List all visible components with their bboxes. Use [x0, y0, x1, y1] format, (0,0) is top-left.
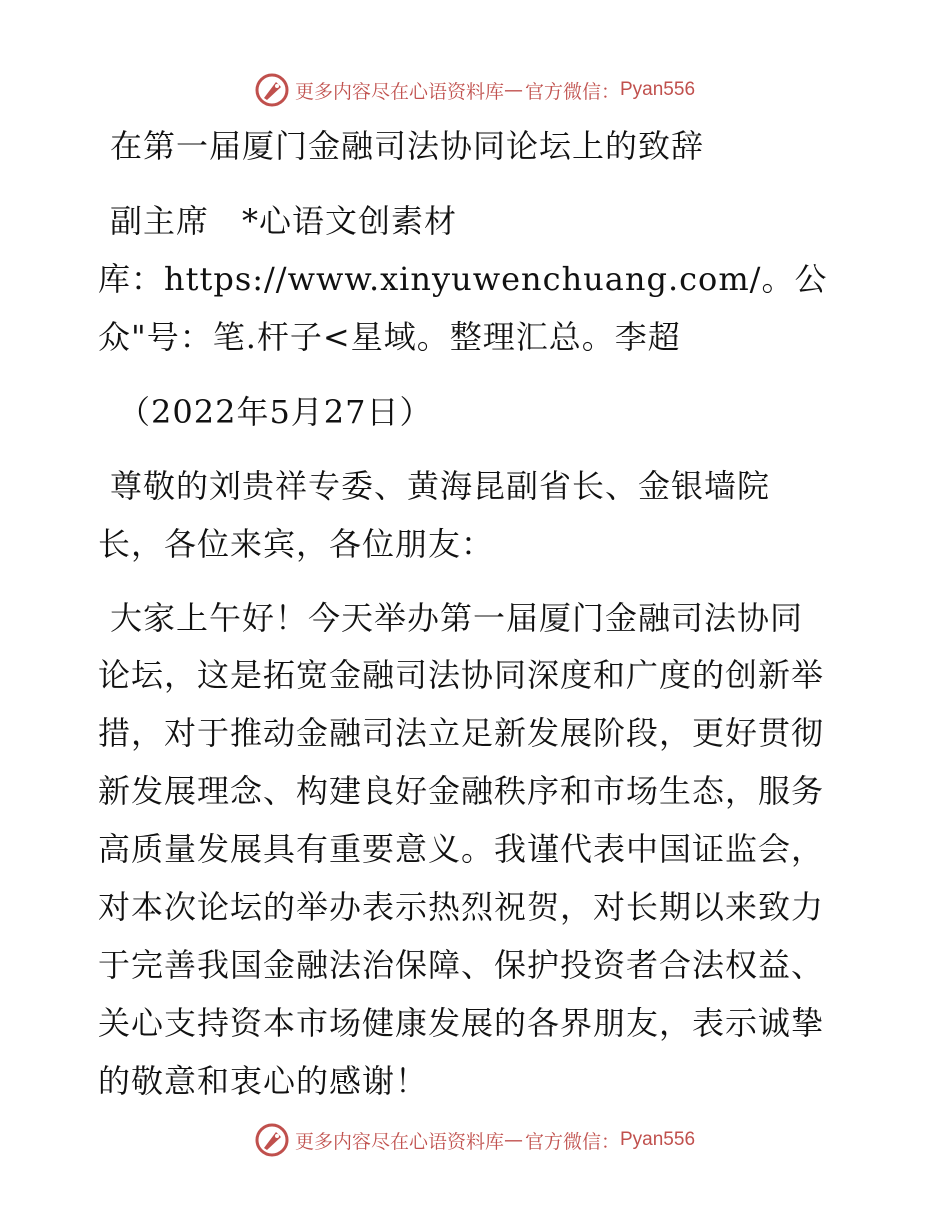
pen-nib-logo-icon — [255, 1123, 289, 1157]
body-line: 措，对于推动金融司法立足新发展阶段，更好贯彻 — [98, 714, 825, 752]
author-line: 副主席 *心语文创素材 — [110, 202, 458, 240]
banner-dash: — — [503, 79, 523, 101]
footer-banner — [0, 1120, 950, 1160]
pen-nib-logo-icon — [255, 73, 289, 107]
header-banner — [0, 70, 950, 110]
author-line: 众"号：笔.杆子<星域。整理汇总。李超 — [98, 318, 681, 356]
banner-wechat-id: Pyan556 — [620, 1129, 696, 1150]
body-line: 论坛，这是拓宽金融司法协同深度和广度的创新举 — [98, 656, 825, 694]
body-line: 大家上午好！今天举办第一届厦门金融司法协同 — [110, 599, 804, 637]
banner-wechat-label: 官方微信： — [524, 80, 620, 103]
banner-wechat-label: 官方微信： — [524, 1130, 620, 1153]
body-line: 新发展理念、构建良好金融秩序和市场生态，服务 — [98, 772, 825, 810]
body-line: 的敬意和衷心的感谢！ — [98, 1062, 429, 1100]
banner-dash: — — [503, 1129, 523, 1151]
banner-wechat-id: Pyan556 — [620, 79, 696, 100]
banner-text: 更多内容尽在心语资料库 — [294, 1130, 504, 1153]
author-line: 库：https://www.xinyuwenchuang.com/。公 — [98, 260, 828, 298]
body-line: 关心支持资本市场健康发展的各界朋友，表示诚挚 — [98, 1004, 825, 1042]
banner-text: 更多内容尽在心语资料库 — [294, 80, 504, 103]
body-line: 对本次论坛的举办表示热烈祝贺，对长期以来致力 — [98, 888, 825, 926]
body-line: 于完善我国金融法治保障、保护投资者合法权益、 — [98, 946, 825, 984]
body-line: 高质量发展具有重要意义。我谨代表中国证监会， — [98, 830, 825, 868]
salutation-line: 尊敬的刘贵祥专委、黄海昆副省长、金银墙院 — [110, 467, 771, 505]
document-title: 在第一届厦门金融司法协同论坛上的致辞 — [110, 127, 705, 165]
document-date: （2022年5月27日） — [118, 393, 433, 431]
salutation-line: 长，各位来宾，各位朋友： — [98, 525, 495, 563]
